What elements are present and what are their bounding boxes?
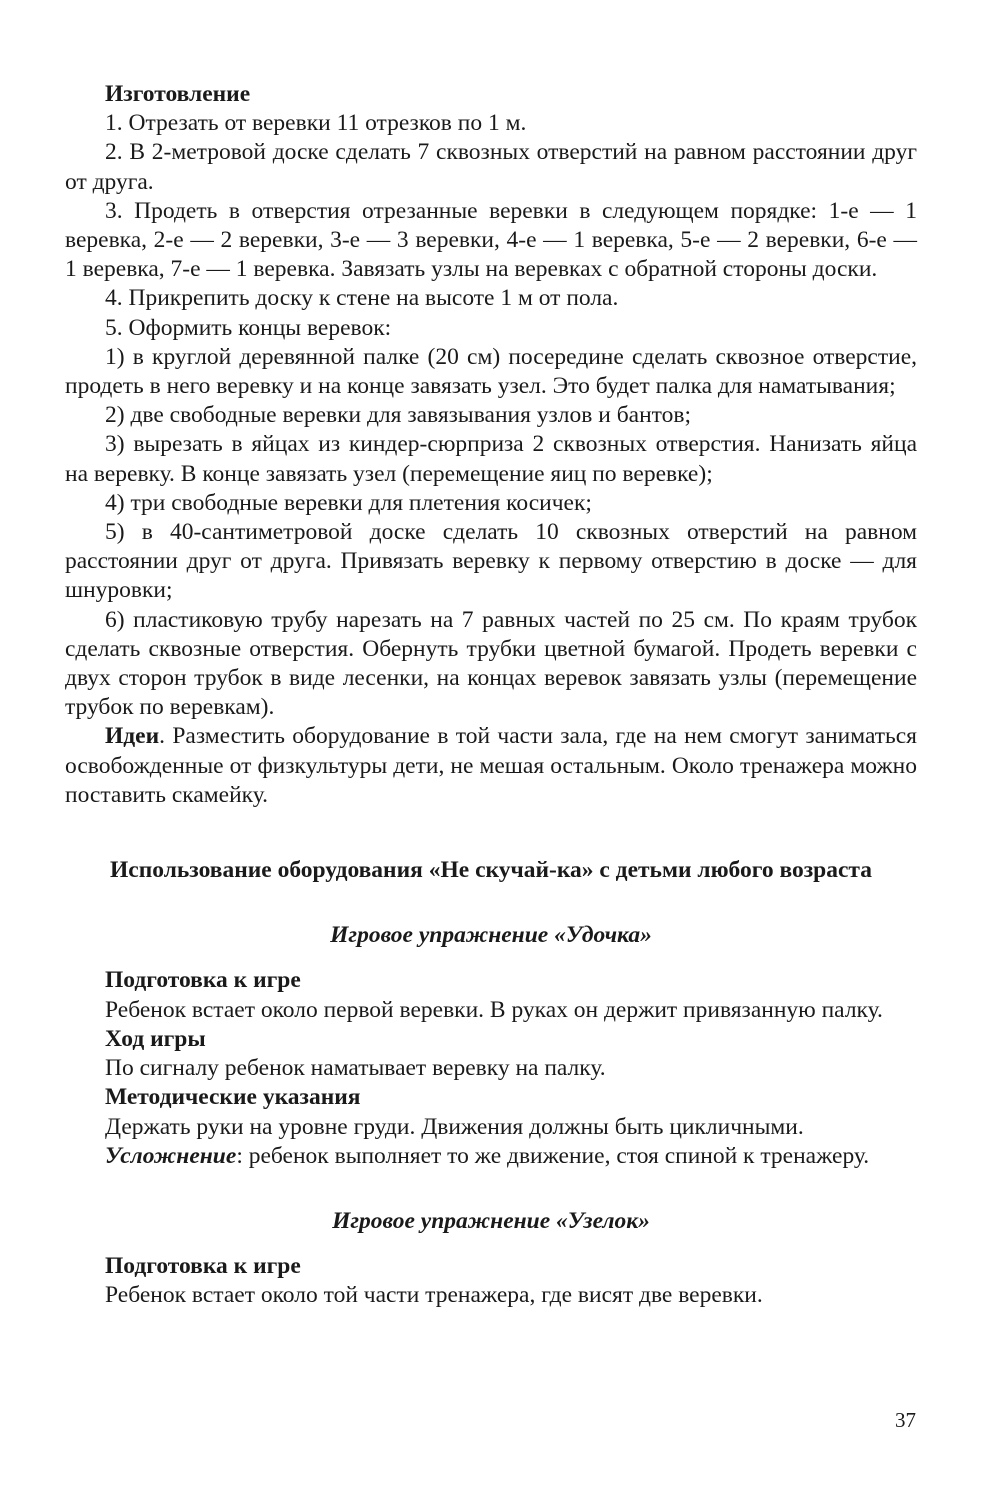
substep-5: 5) в 40-сантиметровой доске сделать 10 сквозных отверстий на равном расстоянии друг от друга. Привязать веревку к первому отверстию в доске — для шнуровки; <box>65 519 917 604</box>
exercise-1-block <box>65 966 917 1170</box>
exercise-2-title: Игровое упражнение «Узелок» <box>332 1207 650 1234</box>
section-title: Использование оборудования «Не скучай-ка» с детьми любого возраста <box>110 857 872 884</box>
ideas-paragraph <box>65 722 917 810</box>
step-3: 3. Продеть в отверстия отрезанные веревки в следующем порядке: 1-е — 1 веревка, 2-е — 2 веревки, 3-е — 3 веревки, 4-е — 1 веревка, 5-е — 2 веревки, 6-е — 1 веревка, 7-е — 1 веревка. Завязать узлы на веревках с обратной стороны доски. <box>65 197 917 283</box>
ideas-text: . Разместить оборудование в той части зала, где на нем смогут заниматься освобожденные от физкультуры дети, не мешая остальным. Около тренажера можно поставить скамейку. <box>65 723 917 808</box>
substep-2: 2) две свободные веревки для завязывания узлов и бантов; <box>105 402 692 429</box>
manufacturing-heading: Изготовление <box>105 81 251 107</box>
step-4: 4. Прикрепить доску к стене на высоте 1 м от пола. <box>105 285 619 312</box>
step-2: 2. В 2-метровой доске сделать 7 сквозных отверстий на равном расстоянии друг от друга. <box>65 139 917 195</box>
step-5: 5. Оформить концы веревок: <box>105 314 392 341</box>
substep-6: 6) пластиковую трубу нарезать на 7 равных частей по 25 см. По краям трубок сделать сквозные отверстия. Обернуть трубки цветной бумагой. Продеть веревки с двух сторон трубок в виде лесенки, на концах веревок завязать узлы (перемещение трубок по веревкам). <box>65 606 917 721</box>
exercise-1-title: Игровое упражнение «Удочка» <box>330 922 652 949</box>
ideas-label: Идеи <box>105 723 160 750</box>
substep-4: 4) три свободные веревки для плетения косичек; <box>105 489 592 516</box>
exercise-1-complication-text: : ребенок выполняет то же движение, стоя спиной к тренажеру. <box>236 1142 870 1169</box>
exercise-1-complication <box>105 1142 917 1171</box>
exercise-1-complication-label: Усложнение <box>105 1142 237 1169</box>
exercise-2-prep-label: Подготовка к игре <box>105 1253 301 1280</box>
exercise-1-prep-text: Ребенок встает около первой веревки. В руках он держит привязанную палку. <box>105 996 883 1023</box>
page-number: 37 <box>895 1408 916 1432</box>
exercise-1-method-text: Держать руки на уровне груди. Движения должны быть цикличными. <box>105 1113 804 1140</box>
page-content <box>65 80 917 1311</box>
substep-3: 3) вырезать в яйцах из киндер-сюрприза 2 сквозных отверстия. Нанизать яйца на веревку. В конце завязать узел (перемещение яиц по веревке); <box>65 431 917 487</box>
exercise-1-method-label: Методические указания <box>105 1084 361 1111</box>
exercise-2-prep-text: Ребенок встает около той части тренажера, где висят две веревки. <box>105 1282 763 1309</box>
exercise-1-course-text: По сигналу ребенок наматывает веревку на палку. <box>105 1055 606 1082</box>
exercise-1-course-label: Ход игры <box>105 1025 206 1052</box>
step-1: 1. Отрезать от веревки 11 отрезков по 1 м. <box>105 110 527 137</box>
exercise-2-block <box>65 1252 917 1310</box>
substep-1: 1) в круглой деревянной палке (20 см) посередине сделать сквозное отверстие, продеть в него веревку и на конце завязать узел. Это будет палка для наматывания; <box>65 343 917 400</box>
exercise-1-prep-label: Подготовка к игре <box>105 967 301 994</box>
